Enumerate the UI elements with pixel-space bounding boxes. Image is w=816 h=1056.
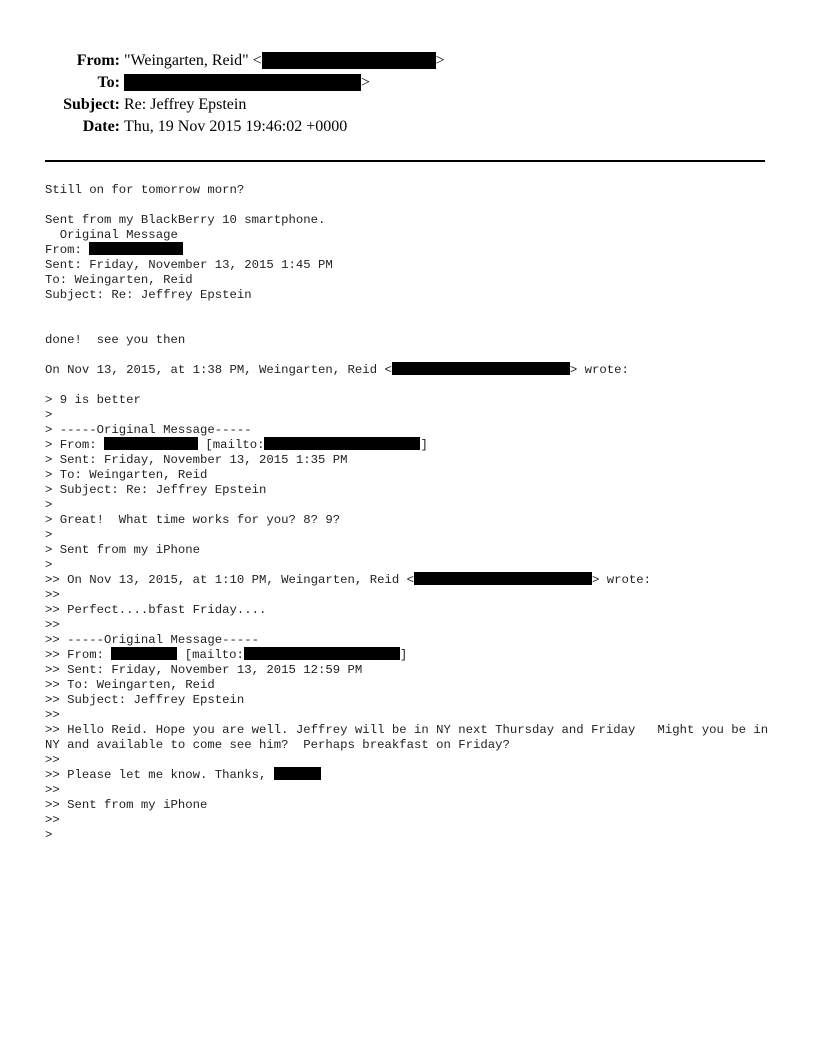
blank-line — [45, 198, 775, 213]
redaction-box — [414, 572, 592, 585]
quoted-line — [45, 438, 775, 453]
to-value — [124, 72, 370, 94]
subject-value: Re: Jeffrey Epstein — [124, 96, 247, 113]
email-header — [0, 50, 816, 138]
line-text: > From: — [45, 438, 105, 452]
redaction-box — [89, 242, 183, 255]
quoted-line: > Subject: Re: Jeffrey Epstein — [45, 483, 267, 497]
quoted-line: > Sent from my iPhone — [45, 543, 200, 557]
quoted-line — [45, 573, 775, 588]
redaction-box — [104, 437, 198, 450]
line-text: [mailto: — [177, 648, 244, 662]
subject-row — [0, 94, 816, 116]
body-line — [45, 243, 775, 258]
quoted-line: > — [45, 528, 53, 542]
body-line: Subject: Re: Jeffrey Epstein — [45, 288, 252, 302]
blank-line — [45, 348, 775, 363]
from-row — [0, 50, 816, 72]
line-text: >> Please let me know. Thanks, — [45, 768, 274, 782]
quoted-line: > — [45, 558, 53, 572]
quoted-line: >> Subject: Jeffrey Epstein — [45, 693, 245, 707]
body-line: Original Message — [45, 228, 178, 242]
body-line — [45, 363, 775, 378]
header-divider — [45, 160, 765, 162]
line-text: ] — [399, 648, 408, 662]
quoted-line: >> — [45, 618, 60, 632]
line-text: > wrote: — [591, 573, 652, 587]
body-line: done! see you then — [45, 333, 186, 347]
redaction-box — [124, 74, 361, 91]
quoted-line: >> Hello Reid. Hope you are well. Jeffrey will be in NY next Thursday and Friday Might you be in NY and available to come see him? Perhaps breakfast on Friday? — [45, 723, 776, 752]
line-text: On Nov 13, 2015, at 1:38 PM, Weingarten, Reid < — [45, 363, 392, 377]
blank-line — [45, 318, 775, 333]
quoted-line: > — [45, 408, 53, 422]
to-label: To: — [97, 74, 120, 91]
line-text: ] — [420, 438, 428, 452]
quoted-line: > — [45, 498, 53, 512]
body-line: To: Weingarten, Reid — [45, 273, 193, 287]
quoted-line: > -----Original Message----- — [45, 423, 252, 437]
redaction-box — [274, 767, 321, 780]
redaction-box — [264, 437, 420, 450]
body-line: Sent: Friday, November 13, 2015 1:45 PM — [45, 258, 333, 272]
date-value: Thu, 19 Nov 2015 19:46:02 +0000 — [124, 118, 348, 135]
line-text: >> From: — [45, 648, 112, 662]
email-body — [45, 183, 775, 843]
quoted-line: >> Sent from my iPhone — [45, 798, 208, 812]
quoted-line: > Great! What time works for you? 8? 9? — [45, 513, 341, 527]
line-text: > wrote: — [569, 363, 629, 377]
line-text: From: — [45, 243, 90, 257]
line-text: [mailto: — [198, 438, 265, 452]
quoted-line: >> — [45, 783, 60, 797]
quoted-line: >> To: Weingarten, Reid — [45, 678, 215, 692]
date-label: Date: — [82, 118, 120, 135]
from-name: "Weingarten, Reid" < — [124, 52, 262, 69]
blank-line — [45, 378, 775, 393]
date-row — [0, 116, 816, 138]
quoted-line: > To: Weingarten, Reid — [45, 468, 208, 482]
redaction-box — [244, 647, 400, 660]
redaction-box — [392, 362, 570, 375]
quoted-line: > Sent: Friday, November 13, 2015 1:35 PM — [45, 453, 348, 467]
body-line: Sent from my BlackBerry 10 smartphone. — [45, 213, 326, 227]
quoted-line: >> — [45, 708, 60, 722]
from-close: > — [435, 52, 445, 69]
from-label: From: — [76, 52, 120, 69]
quoted-line — [45, 648, 775, 663]
quoted-line: > — [45, 828, 53, 842]
redaction-box — [262, 52, 436, 69]
redaction-box — [111, 647, 177, 660]
quoted-line: >> -----Original Message----- — [45, 633, 260, 647]
line-text: >> On Nov 13, 2015, at 1:10 PM, Weingarten, Reid < — [45, 573, 414, 587]
quoted-line: >> — [45, 813, 60, 827]
quoted-line: > 9 is better — [45, 393, 141, 407]
quoted-line: >> Perfect....bfast Friday.... — [45, 603, 267, 617]
from-value — [124, 50, 445, 72]
quoted-line: >> — [45, 753, 60, 767]
body-line: Still on for tomorrow morn? — [45, 183, 245, 197]
to-row — [0, 72, 816, 94]
to-close: > — [361, 74, 371, 91]
quoted-line — [45, 768, 775, 783]
subject-label: Subject: — [63, 96, 120, 113]
blank-line — [45, 303, 775, 318]
quoted-line: >> Sent: Friday, November 13, 2015 12:59 PM — [45, 663, 363, 677]
quoted-line: >> — [45, 588, 60, 602]
